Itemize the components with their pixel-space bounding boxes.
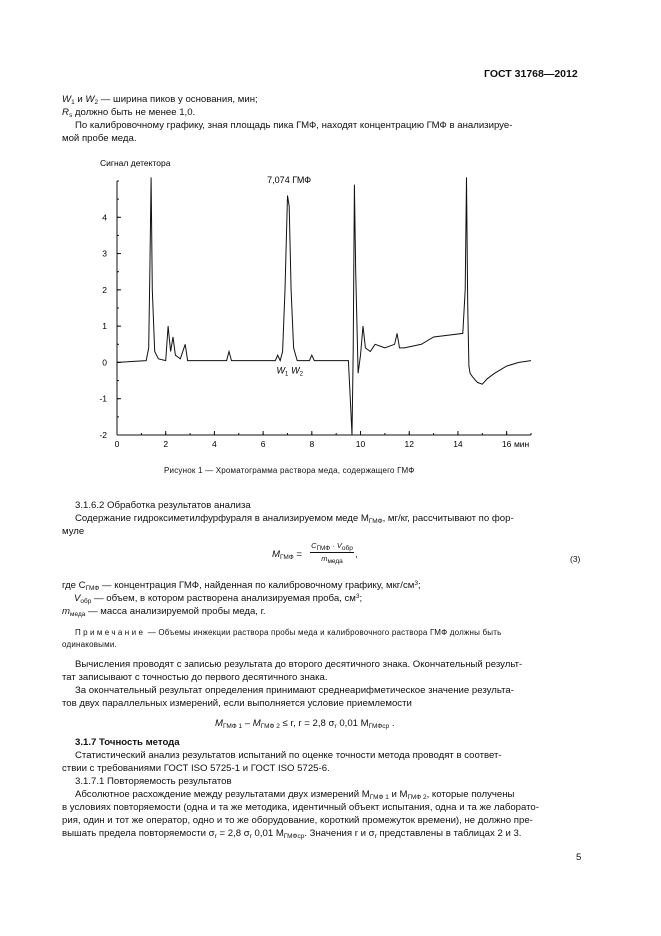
paragraph-line: в условиях повторяемости (одна и та же методика, идентичный объект испытания, одна и та же лаборато-: [62, 802, 539, 813]
paragraph-line: тат записывают с точностью до первого десятичного знака.: [62, 672, 328, 683]
paragraph-line: рия, один и тот же оператор, одно и то же оборудование, короткий промежуток времени), не должно пре-: [62, 815, 533, 826]
paragraph-line: По калибровочному графику, зная площадь пика ГМФ, находят концентрацию ГМФ в анализируе-: [75, 120, 513, 131]
x-tick-label: 14: [453, 439, 463, 449]
paragraph-line: За окончательный результат определения принимают среднеарифметическое значение результа-: [75, 685, 514, 696]
x-axis-unit: мин: [513, 439, 530, 449]
x-tick-label: 12: [404, 439, 414, 449]
y-tick-label: 4: [102, 212, 107, 223]
equation-comma: ,: [355, 549, 358, 560]
w1-label: $W_1$: [276, 365, 289, 378]
note-line: одинаковыми.: [62, 640, 117, 649]
equation-number: (3): [570, 554, 581, 564]
paragraph-line: Статистический анализ результатов испытаний по оценке точности метода проводят в соответ-: [75, 750, 502, 761]
subsection-heading: 3.1.6.2 Обработка результатов анализа: [75, 500, 251, 511]
where-item: где $C_{ГМФ}$ — концентрация ГМФ, найденная по калибровочному графику, мкг/$см^3$;: [62, 580, 421, 592]
legend-w-line: $W_1$ и $W_2$ — ширина пиков у основания, мин;: [62, 94, 258, 106]
x-tick-label: 8: [309, 439, 315, 449]
acceptance-condition: $M_{ГМФ 1} - M_{ГМФ 2} \le r$, r = 2,8 $\sigma_r$ 0,01 $M_{ГМФср}$ .: [215, 718, 395, 730]
chromatogram-chart: [80, 152, 560, 462]
equation-lhs: $M_{ГМФ}$ =: [272, 549, 302, 561]
x-tick-label: 16: [501, 439, 512, 449]
paragraph-line: муле: [62, 526, 85, 537]
y-tick-label: 0: [102, 357, 107, 368]
y-axis-label: Сигнал детектора: [100, 158, 171, 168]
legend-r-line: $R_s$ должно быть не менее 1,0.: [62, 107, 196, 119]
x-ticks: [115, 431, 531, 449]
page-number: 5: [576, 852, 582, 863]
standard-number: ГОСТ 31768—2012: [484, 68, 578, 80]
section-heading: 3.1.7 Точность метода: [75, 737, 180, 748]
paragraph-line: тов двух параллельных измерений, если выполняется условие приемлемости: [62, 698, 412, 709]
paragraph-line: Вычисления проводят с записью результата до второго десятичного знака. Окончательный результ-: [75, 659, 523, 670]
signal-series-line: [117, 177, 531, 435]
note: Примечание — Объемы инжекции раствора пробы меда и калибровочного раствора ГМФ должны быть: [75, 628, 502, 637]
y-tick-label: 1: [102, 321, 107, 332]
x-tick-label: 6: [260, 439, 266, 449]
where-item: $m_{меда}$ — масса анализируемой пробы меда, г.: [62, 606, 266, 618]
chart-axes: [117, 181, 531, 435]
subsection-heading: 3.1.7.1 Повторяемость результатов: [75, 776, 232, 787]
w2-label: $W_2$: [291, 365, 303, 378]
paragraph-line: вышать предела повторяемости $\sigma_r = 2,8$ $\sigma_r$ 0,01 $M_{ГМФср}$. Значения r и $\sigma_r$ представлены в таблицах 2 и 3.: [62, 828, 522, 840]
y-tick-label: -2: [99, 430, 107, 440]
y-tick-label: 3: [102, 248, 107, 259]
x-tick-label: 10: [355, 439, 366, 449]
paragraph-line: Абсолютное расхождение между результатами двух измерений $M_{ГМФ 1}$ и $M_{ГМФ 2}$, которые получены: [75, 789, 515, 801]
paragraph-line: ствии с требованиями ГОСТ ISO 5725-1 и ГОСТ ISO 5725-6.: [62, 763, 330, 774]
equation-fraction: $C_{ГМФ} \cdot V_{обр}$ $m_{меда}$: [311, 541, 353, 565]
y-ticks: [99, 181, 121, 440]
paragraph-line: мой пробе меда.: [62, 133, 137, 144]
y-tick-label: 2: [102, 284, 107, 295]
x-tick-label: 0: [114, 439, 120, 449]
x-tick-label: 4: [212, 439, 217, 449]
y-tick-label: -1: [99, 393, 107, 404]
where-item: $V_{обр}$ — объем, в котором растворена анализируемая проба, $см^3$;: [74, 593, 363, 605]
figure-caption: Рисунок 1 — Хроматограмма раствора меда, содержащего ГМФ: [164, 466, 415, 475]
paragraph-line: Содержание гидроксиметилфурфураля в анализируемом меде $M_{ГМФ}$, мг/кг, рассчитывают по фор-: [75, 513, 514, 525]
x-tick-label: 2: [163, 439, 169, 449]
peak-label: 7,074 ГМФ: [267, 175, 312, 185]
